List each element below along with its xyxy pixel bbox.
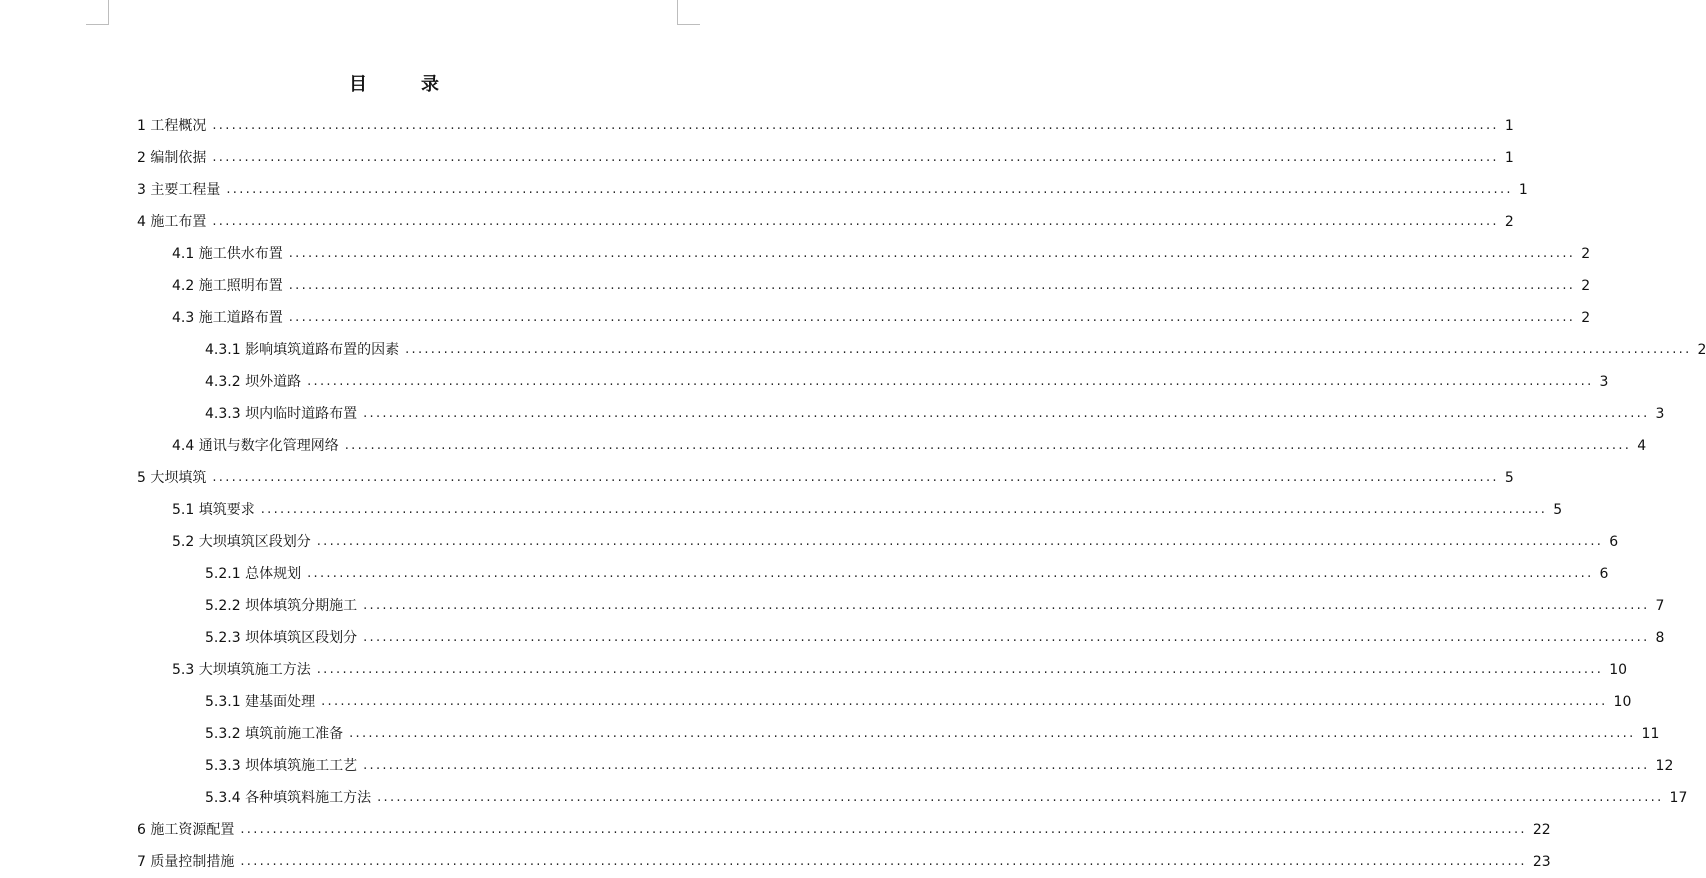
toc-entry-page: 5 (1553, 502, 1563, 518)
toc-entry-page: 6 (1599, 566, 1609, 582)
toc-entry[interactable] (137, 846, 1551, 878)
toc-entry[interactable] (205, 718, 1660, 750)
toc-entry-label: 坝体填筑分期施工 (245, 598, 358, 614)
dot-leader: ........................................................................................................................................................................................................ (240, 822, 1527, 837)
toc-entry-number: 5 (137, 470, 151, 486)
toc-entry-label: 大坝填筑施工方法 (198, 662, 311, 678)
toc-entry-number: 5.1 (172, 502, 199, 518)
toc-entry[interactable] (205, 366, 1609, 398)
dot-leader: ........................................................................................................................................................................................................ (405, 342, 1692, 357)
toc-entry[interactable] (205, 398, 1665, 430)
toc-entry-label: 施工布置 (150, 214, 207, 230)
toc-entry-page: 1 (1504, 118, 1514, 134)
toc-entry[interactable] (137, 174, 1528, 206)
toc-entry-label: 坝内临时道路布置 (245, 406, 358, 422)
toc-entry-number: 5.2 (172, 534, 199, 550)
dot-leader: ........................................................................................................................................................................................................ (260, 502, 1548, 517)
toc-entry[interactable] (205, 782, 1688, 814)
toc-entry-label: 影响填筑道路布置的因素 (245, 342, 400, 358)
toc-entry[interactable] (172, 238, 1591, 270)
toc-entry-number: 4.1 (172, 246, 199, 262)
toc-entry[interactable] (137, 142, 1514, 174)
toc-entry[interactable] (205, 334, 1706, 366)
dot-leader: ........................................................................................................................................................................................................ (363, 406, 1650, 421)
toc-entry-number: 6 (137, 822, 151, 838)
toc-entry-page: 1 (1518, 182, 1528, 198)
toc-entry-page: 22 (1532, 822, 1551, 838)
dot-leader: ........................................................................................................................................................................................................ (288, 278, 1576, 293)
toc-entry-label: 总体规划 (245, 566, 302, 582)
toc-entry-label: 大坝填筑区段划分 (198, 534, 311, 550)
toc-entry-page: 7 (1655, 598, 1665, 614)
toc-entry-number: 4.3 (172, 310, 199, 326)
toc-entry[interactable] (205, 622, 1665, 654)
toc-entry-label: 坝体填筑区段划分 (245, 630, 358, 646)
toc-entry-page: 2 (1504, 214, 1514, 230)
toc-title: 目 录 (349, 74, 457, 95)
toc-entry-number: 5.2.3 (205, 630, 246, 646)
toc-entry-label: 通讯与数字化管理网络 (198, 438, 339, 454)
toc-entry[interactable] (205, 686, 1632, 718)
toc-entry-page: 10 (1613, 694, 1632, 710)
toc-entry-label: 质量控制措施 (150, 854, 235, 870)
dot-leader: ........................................................................................................................................................................................................ (316, 534, 1604, 549)
toc-entry-label: 施工照明布置 (198, 278, 283, 294)
toc-entry[interactable] (172, 270, 1591, 302)
dot-leader: ........................................................................................................................................................................................................ (349, 726, 1636, 741)
toc-entry-label: 施工供水布置 (198, 246, 283, 262)
toc-entry-page: 6 (1609, 534, 1619, 550)
dot-leader: ........................................................................................................................................................................................................ (226, 182, 1513, 197)
toc-entry-label: 工程概况 (150, 118, 207, 134)
crop-mark-top-left (86, 0, 109, 25)
toc-entry[interactable] (205, 750, 1674, 782)
toc-entry-number: 4 (137, 214, 151, 230)
toc-entry[interactable] (205, 558, 1609, 590)
toc-entry[interactable] (172, 302, 1591, 334)
dot-leader: ........................................................................................................................................................................................................ (307, 566, 1594, 581)
dot-leader: ........................................................................................................................................................................................................ (307, 374, 1594, 389)
dot-leader: ........................................................................................................................................................................................................ (288, 246, 1576, 261)
toc-entry-number: 5.3.1 (205, 694, 246, 710)
toc-entry-page: 10 (1609, 662, 1628, 678)
toc-entry-page: 12 (1655, 758, 1674, 774)
dot-leader: ........................................................................................................................................................................................................ (316, 662, 1604, 677)
dot-leader: ........................................................................................................................................................................................................ (321, 694, 1608, 709)
dot-leader: ........................................................................................................................................................................................................ (212, 118, 1499, 133)
toc-entry-label: 坝体填筑施工工艺 (245, 758, 358, 774)
toc-entry-page: 2 (1697, 342, 1706, 358)
toc-entry-label: 编制依据 (150, 150, 207, 166)
toc-entry-number: 7 (137, 854, 151, 870)
toc-entry[interactable] (137, 462, 1514, 494)
toc-entry-number: 3 (137, 182, 151, 198)
toc-entry-number: 5.3.4 (205, 790, 246, 806)
dot-leader: ........................................................................................................................................................................................................ (212, 214, 1499, 229)
toc-entry[interactable] (137, 110, 1514, 142)
toc-entry-label: 填筑要求 (198, 502, 255, 518)
toc-entry[interactable] (172, 430, 1647, 462)
toc-entry-number: 4.2 (172, 278, 199, 294)
toc-entry-page: 4 (1637, 438, 1647, 454)
dot-leader: ........................................................................................................................................................................................................ (363, 630, 1650, 645)
toc-entry-page: 2 (1581, 246, 1591, 262)
toc-entry-number: 2 (137, 150, 151, 166)
toc-entry-number: 5.3.3 (205, 758, 246, 774)
toc-entry-label: 填筑前施工准备 (245, 726, 344, 742)
toc-entry-page: 17 (1669, 790, 1688, 806)
toc-entry-label: 主要工程量 (150, 182, 221, 198)
toc-entry-label: 大坝填筑 (150, 470, 207, 486)
dot-leader: ........................................................................................................................................................................................................ (363, 758, 1650, 773)
toc-entry-page: 5 (1504, 470, 1514, 486)
dot-leader: ........................................................................................................................................................................................................ (363, 598, 1650, 613)
toc-entry-number: 4.3.2 (205, 374, 246, 390)
dot-leader: ........................................................................................................................................................................................................ (212, 150, 1499, 165)
dot-leader: ........................................................................................................................................................................................................ (377, 790, 1664, 805)
toc-entry-label: 各种填筑料施工方法 (245, 790, 372, 806)
toc-entry-page: 11 (1641, 726, 1660, 742)
toc-entry-number: 4.3.1 (205, 342, 246, 358)
toc-entry[interactable] (172, 526, 1619, 558)
toc-entry-label: 施工道路布置 (198, 310, 283, 326)
crop-mark-top-right (677, 0, 700, 25)
toc-entry[interactable] (172, 654, 1628, 686)
toc-entry[interactable] (205, 590, 1665, 622)
toc-entry-page: 1 (1504, 150, 1514, 166)
toc-entry-number: 4.3.3 (205, 406, 246, 422)
dot-leader: ........................................................................................................................................................................................................ (344, 438, 1632, 453)
toc-entry-page: 3 (1655, 406, 1665, 422)
dot-leader: ........................................................................................................................................................................................................ (240, 854, 1527, 869)
toc-entry[interactable] (137, 206, 1514, 238)
toc-entry-number: 4.4 (172, 438, 199, 454)
toc-entry[interactable] (137, 814, 1551, 846)
toc-entry-page: 2 (1581, 310, 1591, 326)
toc-entry-number: 1 (137, 118, 151, 134)
dot-leader: ........................................................................................................................................................................................................ (288, 310, 1576, 325)
toc-entry-page: 2 (1581, 278, 1591, 294)
toc-entry-number: 5.2.1 (205, 566, 246, 582)
toc-entry-page: 23 (1532, 854, 1551, 870)
toc-entry-page: 3 (1599, 374, 1609, 390)
toc-entry[interactable] (172, 494, 1563, 526)
dot-leader: ........................................................................................................................................................................................................ (212, 470, 1499, 485)
toc-entry-number: 5.2.2 (205, 598, 246, 614)
toc-entry-label: 施工资源配置 (150, 822, 235, 838)
toc-entry-page: 8 (1655, 630, 1665, 646)
toc-entry-label: 建基面处理 (245, 694, 316, 710)
toc-entry-number: 5.3.2 (205, 726, 246, 742)
toc-entry-number: 5.3 (172, 662, 199, 678)
toc-entry-label: 坝外道路 (245, 374, 302, 390)
